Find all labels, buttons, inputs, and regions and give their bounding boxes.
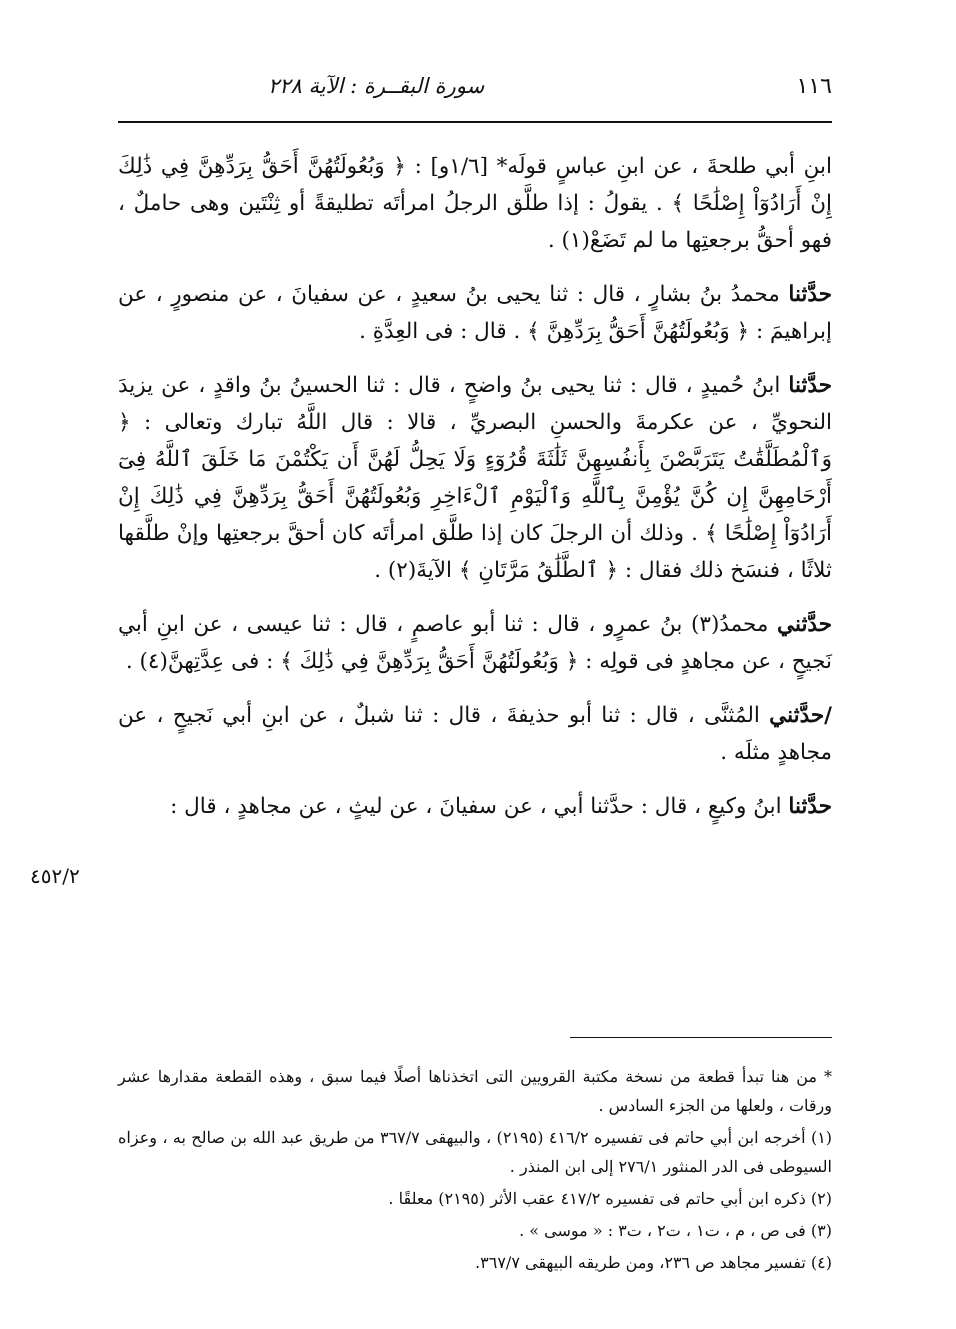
paragraph-text: ابنِ أبي طلحةَ ، عن ابنِ عباسٍ قولَه* [١/٦و] : ﴿ وَبُعُولَتُهُنَّ أَحَقُّ بِرَدِّهِنَّ فِي ذَٰلِكَ إِنْ أَرَادُوٓاْ إِصْلَٰحًا ﴾ . يقولُ : إذا طلَّق الرجلُ امرأتَه تطليقةً أو ثِنْتَين وهى حاملٌ ، فهو أحقُّ برجعتِها ما لم تَضَعْ(١) .	[118, 154, 833, 253]
running-title: سورة البقــرة : الآية ٢٢٨	[268, 74, 485, 98]
footnote-3: (٣) فى ص ، م ، ت١ ، ت٢ ، ت٣ : « موسى » .	[519, 1221, 832, 1240]
paragraph-3	[118, 367, 832, 589]
page-number: ١١٦	[796, 74, 832, 99]
paragraph-lead: /حدَّثني	[769, 703, 832, 728]
paragraph-text: ابنُ وكيعٍ ، قال : حدَّثنا أبي ، عن سفيانَ ، عن ليثٍ ، عن مجاهدٍ ، قال :	[170, 794, 789, 819]
footnotes	[118, 1062, 832, 1280]
page-header	[118, 68, 832, 108]
footnote-4: (٤) تفسير مجاهد ص ٢٣٦، ومن طريقه البيهقى ٣٦٧/٧.	[475, 1253, 832, 1272]
paragraph-text: محمدُ بنُ بشارٍ ، قال : ثنا يحيى بنُ سعيدٍ ، عن سفيانَ ، عن منصورٍ ، عن إبراهيمَ : ﴿ وَبُعُولَتُهُنَّ أَحَقُّ بِرَدِّهِنَّ ﴾ . قال : فى العِدَّةِ .	[118, 282, 832, 344]
footnote-asterisk: * من هنا تبدأ قطعة من نسخة مكتبة القرويين التى اتخذناها أصلًا فيما سبق ، وهذه القطعة مقدارها عشر ورقات ، ولعلها من الجزء السادس .	[118, 1067, 833, 1115]
paragraph-5	[118, 697, 832, 771]
paragraph-6	[118, 788, 832, 825]
paragraph-text: محمدُ(٣) بنُ عمرٍو ، قال : ثنا أبو عاصمٍ ، قال : ثنا عيسى ، عن ابنِ أبي نَجيحٍ ، عن مجاهدٍ فى قولِه : ﴿ وَبُعُولَتُهُنَّ أَحَقُّ بِرَدِّهِنَّ فِي ذَٰلِكَ ﴾ : فى عِدَّتِهنَّ(٤) .	[118, 612, 832, 674]
footnote-2: (٢) ذكره ابن أبي حاتم فى تفسيره ٤١٧/٢ عقب الأثر (٢١٩٥) معلقًا .	[388, 1189, 832, 1208]
paragraph-text: ابنُ حُميدٍ ، قال : ثنا يحيى بنُ واضحٍ ، قال : ثنا الحسينُ بنُ واقدٍ ، عن يزيدَ النحويِّ ، عن عكرمةَ والحسنِ البصريِّ ، قالا : قال اللَّهُ تبارك وتعالى : ﴿ وَٱلْمُطَلَّقَٰتُ يَتَرَبَّصْنَ بِأَنفُسِهِنَّ ثَلَٰثَةَ قُرُوٓءٍ وَلَا يَحِلُّ لَهُنَّ أَن يَكْتُمْنَ مَا خَلَقَ ٱللَّهُ فِىٓ أَرْحَامِهِنَّ إِن كُنَّ يُؤْمِنَّ بِٱللَّهِ وَٱلْيَوْمِ ٱلْءَاخِرِ وَبُعُولَتُهُنَّ أَحَقُّ بِرَدِّهِنَّ فِي ذَٰلِكَ إِنْ أَرَادُوٓاْ إِصْلَٰحًا ﴾ . وذلك أن الرجلَ كان إذا طلَّق امرأتَه كان أحقَّ برجعتِها وإنْ طلَّقها ثلاثًا ، فنسَخ ذلك فقال : ﴿ ٱلطَّلَٰقُ مَرَّتَانِ ﴾ الآيةَ(٢) .	[118, 373, 832, 583]
manuscript-page-marker: ٤٥٢/٢	[30, 864, 80, 888]
header-rule	[118, 121, 832, 123]
footnote-1: (١) أخرجه ابن أبي حاتم فى تفسيره ٤١٦/٢ (٢١٩٥) ، والبيهقى ٣٦٧/٧ من طريق عبد الله بن صالح به ، وعزاه السيوطى فى الدر المنثور ٢٧٦/١ إلى ابن المنذر .	[118, 1128, 833, 1176]
paragraph-text: المُثنَّى ، قال : ثنا أبو حذيفةَ ، قال : ثنا شبلٌ ، عن ابنِ أبي نَجيحٍ ، عن مجاهدٍ مثلَه .	[118, 703, 832, 765]
paragraph-lead: حدَّثنا	[788, 282, 832, 307]
paragraph-lead: حدَّثنا	[788, 373, 832, 398]
paragraph-lead: حدَّثنا	[788, 794, 832, 819]
body-text	[118, 140, 832, 842]
paragraph-lead: حدَّثني	[777, 612, 832, 637]
paragraph-2	[118, 276, 832, 350]
paragraph-1	[118, 148, 832, 259]
paragraph-4	[118, 606, 832, 680]
footnote-rule	[570, 1037, 832, 1038]
